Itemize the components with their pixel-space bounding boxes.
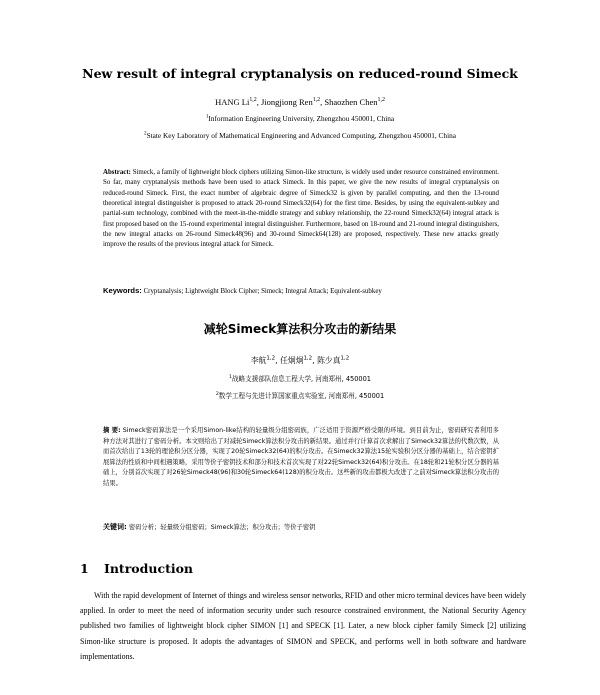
chinese-abstract (103, 426, 499, 490)
chinese-abstract-text: Simeck密码算法是一个采用Simon-like结构的轻量级分组密码族，广泛适用于资源严格受限的环境。到目前为止，密码研究者利用多种方法对其进行了密码分析。本文则给出了对减轮Simeck算法积分攻击的新结果。通过并行计算首次求解出了Simeck32算法的代数次数，从而首次给出了13轮的理论积分区分器，实现了20轮Simeck32(64)的积分攻击。在Simeck32算法15轮实验积分区分器的基础上，结合密钥扩展算法的性质和中间相遇策略，采用等价子密钥技术和部分和技术首次实现了对22轮Simeck32(64)积分攻击。在18轮和21轮积分区分器的基础上，分别首次实现了对26轮Simeck48(96)和30轮Simeck64(128)的积分攻击。这些新的攻击都极大改进了之前对Simeck算法积分攻击的结果。 (103, 427, 500, 487)
affiliation (0, 131, 600, 140)
affiliation-number: 2 (144, 130, 147, 137)
author-name: 任炯炯 (280, 356, 304, 365)
keywords-text: Cryptanalysis; Lightweight Block Cipher; Simeck; Integral Attack; Equivalent-subkey (143, 288, 382, 295)
author-affiliation-mark: 1,2 (377, 97, 385, 104)
chinese-affiliation (0, 373, 600, 383)
author-affiliation-mark: 1,2 (312, 97, 321, 104)
introduction-paragraph: With the rapid development of Internet of things and wireless sensor networks, RFID and other micro terminal devices have been widely applied. In order to meet the need of information security under such resource constrained environment, the National Security Agency published two families of lightweight block cipher SIMON [1] and SPECK [1]. Later, a new block cipher family Simeck [2] utilizing Simon-like structure is proposed. It adopts the advantages of SIMON and SPECK, and performs well in both software and hardware implementations. (80, 591, 527, 661)
keywords-label: Keywords: (103, 286, 142, 295)
chinese-keywords-text: 密码分析；轻量级分组密码；Simeck算法；积分攻击；等价子密钥 (128, 524, 316, 531)
author-affiliation-mark: 1,2 (249, 97, 257, 104)
author-name: Shaozhen Chen (324, 97, 378, 107)
section-number: 1 (80, 561, 89, 576)
author-list: HANG Li$^{1,2}$, Jiongjiong Ren$^{1,2}$, Shaozhen Chen$^{1,2}$ (215, 97, 385, 107)
author-name: Jiongjiong Ren (260, 97, 313, 107)
chinese-affiliation (0, 390, 600, 400)
abstract (103, 168, 499, 251)
chinese-title: 减轮Simeck算法积分攻击的新结果 (203, 322, 397, 336)
author-name: 陈少真 (317, 356, 341, 365)
chinese-author-list: 李航$^{1,2}$, 任炯炯$^{1,2}$, 陈少真$^{1,2}$ (250, 355, 350, 365)
chinese-keywords (103, 522, 499, 532)
author-affiliation-mark: 1,2 (266, 355, 276, 362)
affiliation-text: State Key Laboratory of Mathematical Engineering and Advanced Computing, Zhengzhou 450001, China (146, 131, 456, 140)
paper-title: New result of integral cryptanalysis on reduced-round Simeck (82, 66, 518, 81)
section-title: Introduction (104, 561, 194, 576)
affiliation-number: 2 (215, 391, 219, 397)
author-name: 李航 (250, 356, 267, 365)
affiliation (0, 114, 600, 123)
author-affiliation-mark: 1,2 (303, 355, 313, 362)
chinese-keywords-label: 关键词: (103, 523, 127, 531)
affiliation-text: 数学工程与先进计算国家重点实验室, 河南郑州, 450001 (218, 392, 385, 400)
chinese-abstract-label: 摘 要: (103, 427, 121, 434)
keywords (103, 286, 499, 295)
author-name: HANG Li (215, 97, 250, 107)
affiliation-text: Information Engineering University, Zhengzhou 450001, China (208, 114, 395, 123)
author-affiliation-mark: 1,2 (340, 355, 350, 362)
abstract-text: Simeck, a family of lightweight block ciphers utilizing Simon-like structure, is widely used under resource constrained environment. So far, many cryptanalysis methods have been used to attack Simeck. In this paper, we give the new results of integral cryptanalysis on reduced-round Simeck. First, the exact number of algebraic degree of Simeck32 is given by parallel computing, and then the 13-round theoretical integral distinguisher is proposed to attack 20-round Simeck32(64) for the first time. Besides, by using the equivalent-subkey and partial-sum technology, combined with the meet-in-the-middle strategy and subkey relationship, the 22-round Simeck32(64) integral attack is first proposed based on the 15-round experimental integral distinguisher. Furthermore, based on 18-round and 21-round integral distinguishers, the new integral attacks on 26-round Simeck48(96) and 30-round Simeck64(128) are proposed, respectively. These new attacks greatly improve the results of the previous integral attack for Simeck. (103, 169, 499, 249)
affiliation-text: 战略支援部队信息工程大学, 河南郑州, 450001 (231, 375, 371, 383)
section-heading (80, 561, 193, 576)
affiliation-number: 1 (205, 113, 209, 120)
affiliation-number: 1 (229, 374, 232, 380)
abstract-label: Abstract: (103, 169, 131, 176)
